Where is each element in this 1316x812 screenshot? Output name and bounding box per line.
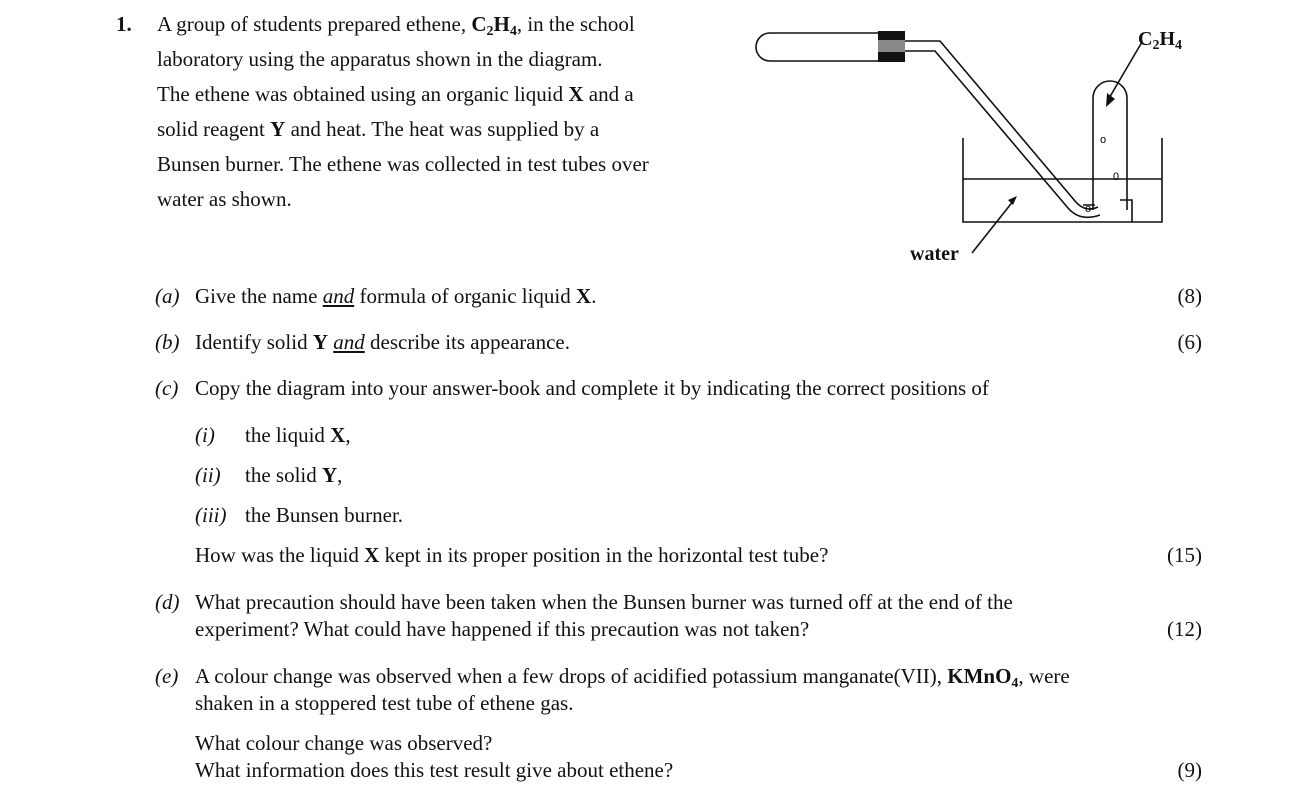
part-d-marks: (12) xyxy=(1167,617,1202,641)
part-b-letter: (b) xyxy=(155,330,180,354)
part-d xyxy=(155,590,1013,615)
intro-line-1: A group of students prepared ethene, $C_2H_4$, in the school xyxy=(157,12,635,39)
part-c-sub-i-text: the liquid X, xyxy=(245,423,351,447)
part-e-marks: (9) xyxy=(1177,758,1202,782)
question-number: 1. xyxy=(116,12,132,36)
part-e-text-1: A colour change was observed when a few drops of acidified potassium manganate(VII), KMnO$_4$, were xyxy=(195,664,1070,691)
part-c-sub-ii-text: the solid Y, xyxy=(245,463,343,487)
part-c-sub-iii xyxy=(195,503,403,528)
part-c-sub-i-num: (i) xyxy=(195,423,215,447)
part-a-text: Give the name and formula of organic liquid X. xyxy=(195,284,597,308)
stopper xyxy=(878,31,905,40)
delivery-tube xyxy=(905,41,1098,209)
part-c xyxy=(155,376,989,401)
part-a-letter: (a) xyxy=(155,284,180,308)
intro-line-5: Bunsen burner. The ethene was collected in test tubes over xyxy=(157,152,649,176)
part-d-text-1: What precaution should have been taken when the Bunsen burner was turned off at the end of the xyxy=(195,590,1013,614)
intro-line-4: solid reagent Y and heat. The heat was supplied by a xyxy=(157,117,600,141)
part-e-text-2: shaken in a stoppered test tube of ethene gas. xyxy=(195,691,574,715)
part-c-sub-ii xyxy=(195,463,342,488)
intro-line-3: The ethene was obtained using an organic liquid X and a xyxy=(157,82,634,106)
part-c-followup: How was the liquid X kept in its proper position in the horizontal test tube? xyxy=(195,543,829,567)
horizontal-test-tube xyxy=(756,33,880,61)
bubble-mark-2: 0 xyxy=(1113,171,1120,183)
part-d-text-2: experiment? What could have happened if this precaution was not taken? xyxy=(195,617,810,641)
part-e-followup-1: What colour change was observed? xyxy=(195,731,493,755)
part-c-sub-i xyxy=(195,423,351,448)
apparatus-diagram xyxy=(750,20,1200,275)
water-label: water xyxy=(910,243,959,265)
part-e-followup-2: What information does this test result give about ethene? xyxy=(195,758,674,782)
part-e xyxy=(155,664,1070,689)
bubble-mark-3: o xyxy=(1085,203,1092,215)
part-d-letter: (d) xyxy=(155,590,180,614)
part-b-marks: (6) xyxy=(1177,330,1202,354)
part-c-sub-ii-num: (ii) xyxy=(195,463,221,487)
intro-line-6: water as shown. xyxy=(157,187,292,211)
part-b-text: Identify solid Y and describe its appearance. xyxy=(195,330,570,354)
part-c-sub-iii-num: (iii) xyxy=(195,503,227,527)
part-c-marks: (15) xyxy=(1167,543,1202,567)
part-a-marks: (8) xyxy=(1177,284,1202,308)
part-a xyxy=(155,284,596,309)
water-pointer-line xyxy=(972,200,1014,253)
intro-line-2: laboratory using the apparatus shown in the diagram. xyxy=(157,47,603,71)
bubble-mark-1: o xyxy=(1100,134,1107,146)
water-arrowhead xyxy=(1008,196,1017,205)
part-c-letter: (c) xyxy=(155,376,179,400)
gas-label: $C_2H_4$ xyxy=(1138,28,1183,53)
part-c-sub-iii-text: the Bunsen burner. xyxy=(245,503,404,527)
part-b xyxy=(155,330,570,355)
part-c-text: Copy the diagram into your answer-book and complete it by indicating the correct positions of xyxy=(195,376,989,400)
part-e-letter: (e) xyxy=(155,664,179,688)
